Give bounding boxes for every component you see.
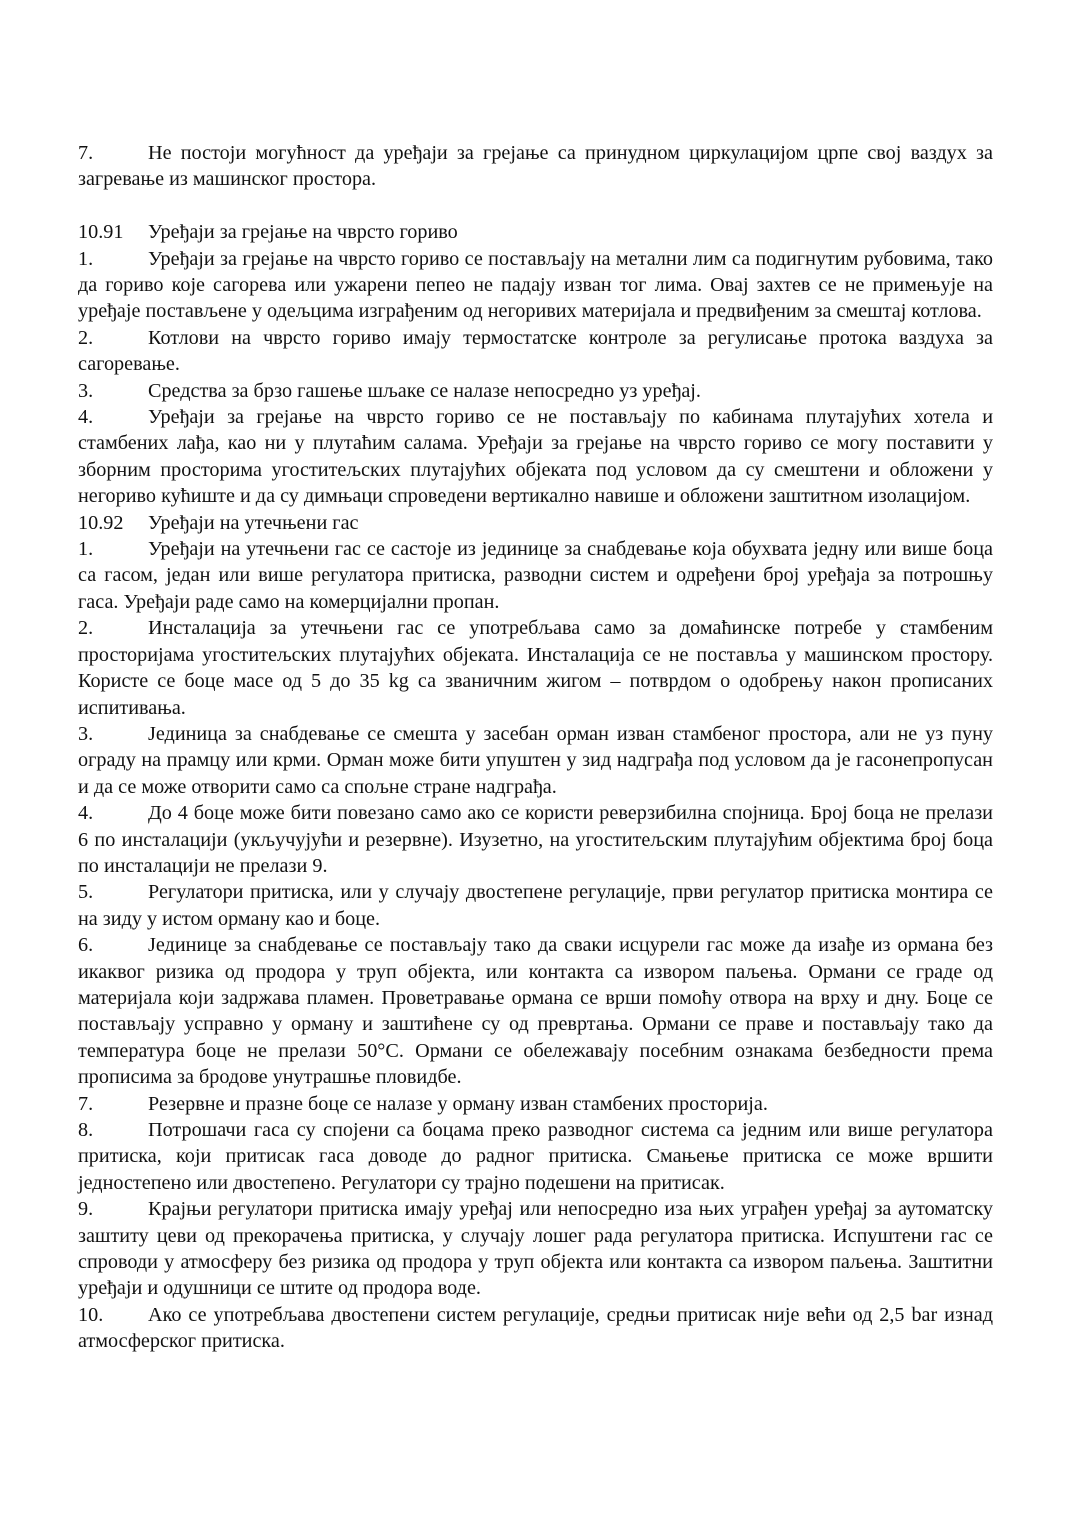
item-text: До 4 боце може бити повезано само ако се користи реверзибилна спојница. Број боца не прелази 6 по инсталацији (укључујући и резервне). Изузетно, на угоститељским плутајућим објектима број боца по инсталацији не прелази 9. xyxy=(78,802,993,877)
item-number: 6. xyxy=(78,934,94,957)
section-title: Уређаји за грејање на чврсто гориво xyxy=(148,221,458,244)
list-item xyxy=(78,615,993,721)
list-item xyxy=(78,325,993,378)
item-number: 7. xyxy=(78,1092,94,1115)
item-text: Уређаји за грејање на чврсто гориво се постављају на метални лим са подигнутим рубовима, тако да гориво које сагорева или ужарени пепео не падају изван тог лима. Овај захтев се не примењује на уређаје постављене у одељцима изграђеним од негоривих материјала и предвиђеним за смештај котлова. xyxy=(78,247,993,323)
list-item xyxy=(78,879,993,932)
list-item xyxy=(78,800,993,879)
list-item xyxy=(78,1196,993,1302)
section-title: Уређаји на утечњени гас xyxy=(148,511,359,534)
item-text: Уређаји на утечњени гас се састоје из јединице за снабдевање која обухвата једну или више боца са гасом, један или више регулатора притиска, разводни систем и одређени број уређаја за потрошњу гаса. Уређаји раде само на комерцијални пропан. xyxy=(78,538,993,613)
item-text: Регулатори притиска, или у случају двостепене регулације, први регулатор притиска монтира се на зиду у истом орману као и боце. xyxy=(78,881,993,930)
item-number: 2. xyxy=(78,617,94,640)
list-item xyxy=(78,536,993,615)
item-text: Јединица за снабдевање се смешта у засебан орман изван стамбеног простора, али не уз пуну ограду на прамцу или крми. Орман може бити упуштен у зид надграђа под условом да је гасонепропусан и да се може отворити само са спољне стране надграђа. xyxy=(78,722,993,798)
list-item xyxy=(78,932,993,1090)
spacer xyxy=(78,193,993,219)
item-text: Потрошачи гаса су спојени са боцама преко разводног система са једним или више регулатора притиска, који притисак гаса доводе до радног притиска. Смањење притиска се може вршити једностепено или двостепено. Регулатори су трајно подешени на притисак. xyxy=(78,1119,993,1194)
list-item xyxy=(78,1117,993,1196)
section-heading-10-91 xyxy=(78,219,993,245)
item-text: Инсталација за утечњени гас се употребљава само за домаћинске потребе у стамбеним просторијама угоститељских плутајућих објеката. Инсталација се не поставља у машинском простору. Користе се боце масе од 5 до 35 kg са званичним жигом – потврдом о одобрењу након прописаних испитивања. xyxy=(78,617,993,719)
item-text: Не постоји могућност да уређаји за грејање са принудном циркулацијом црпе свој ваздух за загревање из машинског простора. xyxy=(78,142,993,191)
item-text: Ако се употребљава двостепени систем регулације, средњи притисак није већи од 2,5 bar изнад атмосферског притиска. xyxy=(78,1303,993,1353)
document-page xyxy=(78,140,993,1355)
item-number: 8. xyxy=(78,1119,94,1142)
list-item xyxy=(78,404,993,510)
item-text: Котлови на чврсто гориво имају термостатске контроле за регулисање протока ваздуха за сагоревање. xyxy=(78,326,993,376)
item-number: 3. xyxy=(78,722,94,745)
list-item xyxy=(78,1091,993,1117)
item-number: 4. xyxy=(78,406,94,429)
list-item xyxy=(78,721,993,800)
item-number: 4. xyxy=(78,802,94,825)
section-heading-10-92 xyxy=(78,510,993,536)
item-number: 9. xyxy=(78,1198,94,1221)
item-text: Јединице за снабдевање се постављају тако да сваки исцурели гас може да изађе из ормана без икаквог ризика од продора у труп објекта, или контакта са извором паљења. Ормани се граде од материјала који задржава пламен. Проветравање ормана се врши помоћу отвора на врху и дну. Боце се постављају усправно у орману и заштићене су од превртања. Ормани се праве и постављају тако да температура боце не прелази 50°C. Ормани се обележавају посебним ознакама безбедности према прописима за бродове унутрашње пловидбе. xyxy=(78,934,993,1089)
item-number: 3. xyxy=(78,379,94,402)
section-number: 10.92 xyxy=(78,511,124,534)
item-text: Резервне и празне боце се налазе у орману изван стамбених просторија. xyxy=(148,1092,768,1115)
item-number: 10. xyxy=(78,1303,104,1326)
item-text: Уређаји за грејање на чврсто гориво се не постављају по кабинама плутајућих хотела и стамбених лађа, као ни у плутаћим салама. Уређаји за грејање на чврсто гориво се могу поставити у зборним просторима угоститељских плутајућих објеката под условом да су смештени и обложени у негориво кућиште и да су димњаци спроведени вертикално навише и обложени заштитном изолацијом. xyxy=(78,406,993,508)
intro-item xyxy=(78,140,993,193)
section-number: 10.91 xyxy=(78,221,124,244)
item-number: 1. xyxy=(78,538,94,561)
list-item xyxy=(78,1302,993,1355)
item-number: 5. xyxy=(78,881,94,904)
item-text: Средства за брзо гашење шљаке се налазе непосредно уз уређај. xyxy=(148,379,701,402)
list-item xyxy=(78,378,993,404)
item-text: Крајњи регулатори притиска имају уређај или непосредно иза њих уграђен уређај за аутоматску заштиту цеви од прекорачења притиска, у случају лошег рада регулатора притиска. Испуштени гас се спроводи у атмосферу без ризика од продора у труп објекта или контакта са извором паљења. Заштитни уређаји и одушници се штите од продора воде. xyxy=(78,1198,993,1300)
item-number: 2. xyxy=(78,326,94,349)
item-number: 7. xyxy=(78,142,94,164)
item-number: 1. xyxy=(78,247,94,270)
list-item xyxy=(78,246,993,325)
